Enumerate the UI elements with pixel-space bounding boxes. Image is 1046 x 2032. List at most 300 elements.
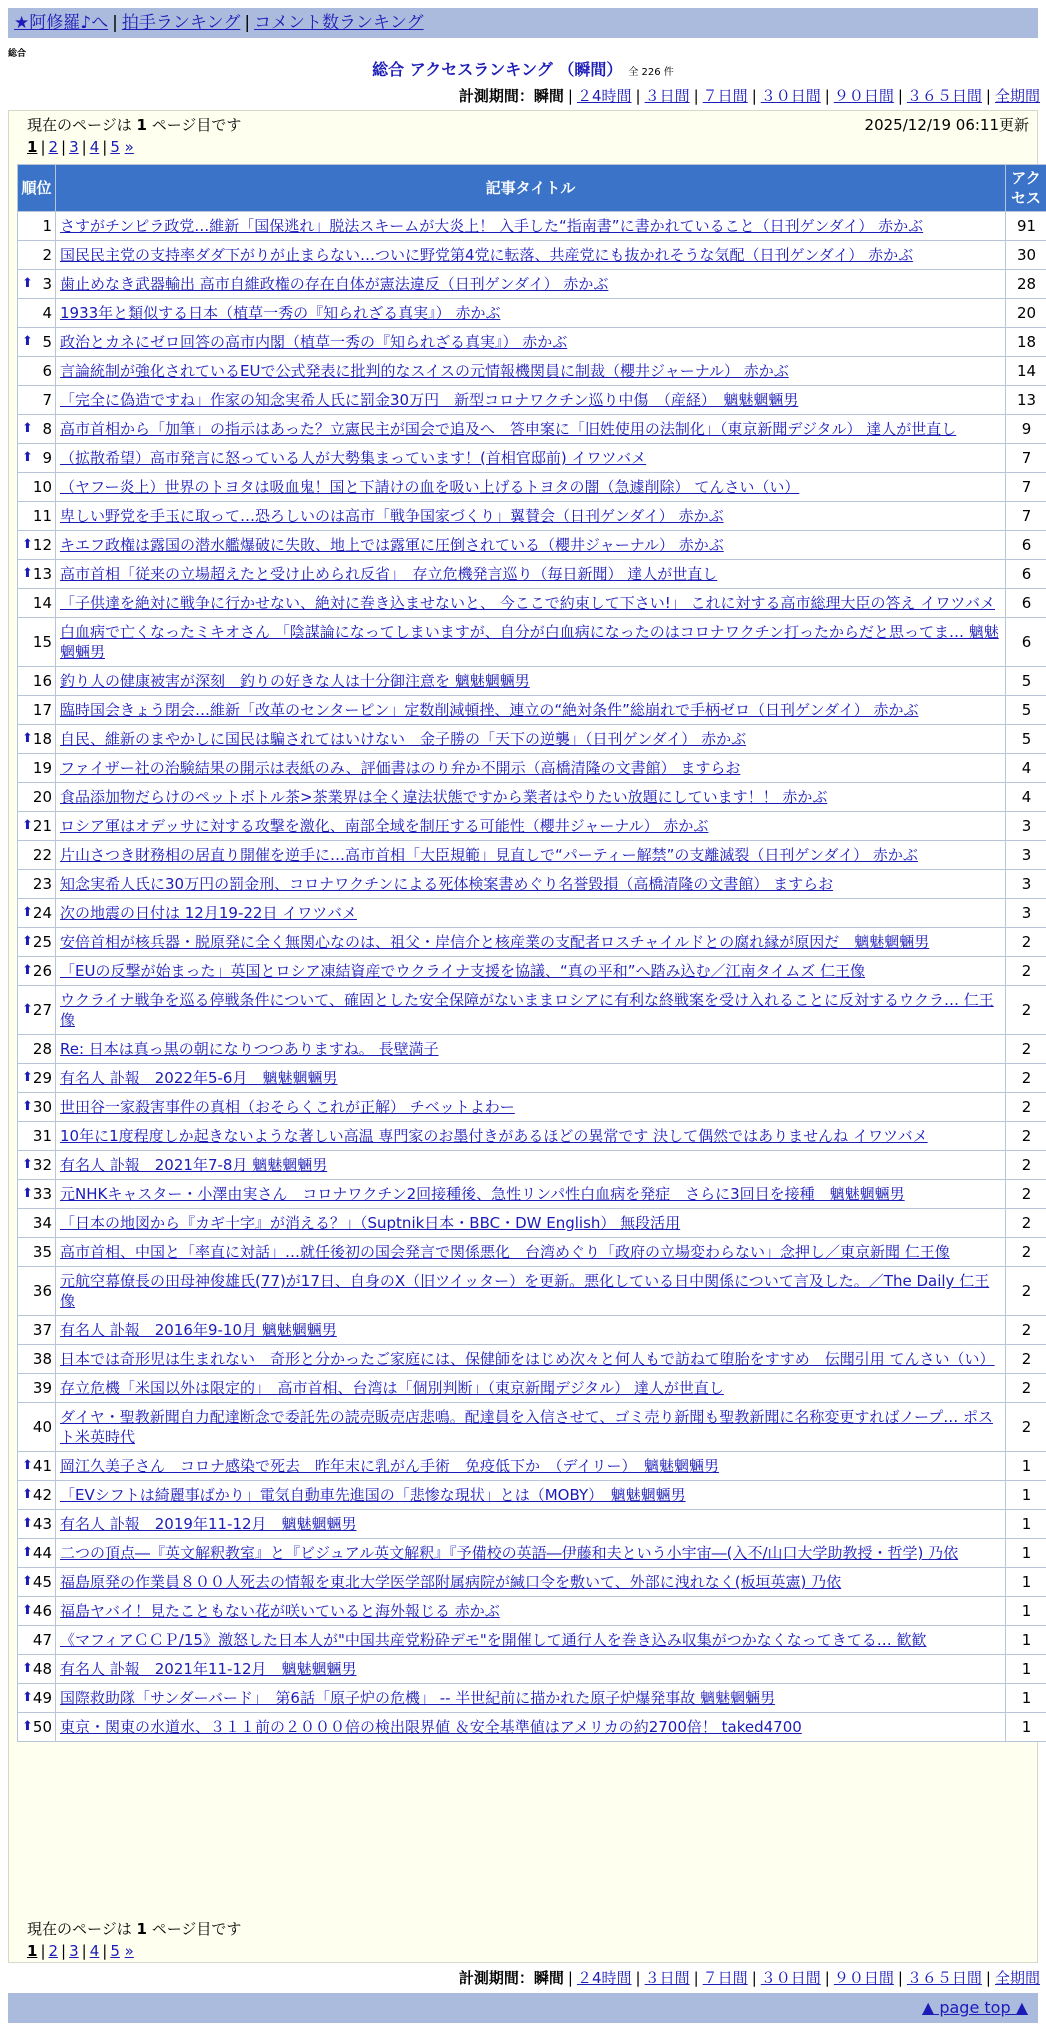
access-count: 1	[1006, 1713, 1046, 1742]
table-row	[18, 696, 1046, 725]
rank-cell	[18, 783, 56, 812]
column-header-access: アクセス	[1006, 165, 1046, 212]
arrow-up-icon: ⬆	[22, 421, 33, 436]
access-count: 1	[1006, 1539, 1046, 1568]
article-link[interactable]: 「子供達を絶対に戦争に行かせない、絶対に巻き込ませないと、 今ここで約束して下さい!」 これに対する高市総理大臣の答え イワツバメ	[60, 594, 996, 612]
title-cell	[56, 1510, 1006, 1539]
table-row	[18, 1655, 1046, 1684]
access-count: 30	[1006, 241, 1046, 270]
pager-page-link[interactable]: 3	[69, 138, 79, 156]
separator: |	[985, 87, 991, 105]
rank-number: 35	[32, 1243, 52, 1261]
separator: |	[102, 1942, 108, 1960]
title-cell	[56, 1345, 1006, 1374]
access-count: 1	[1006, 1452, 1046, 1481]
table-row	[18, 1597, 1046, 1626]
title-cell	[56, 841, 1006, 870]
article-link[interactable]: 福島ヤバイ！見たこともない花が咲いていると海外報じる 赤かぶ	[60, 1602, 500, 1620]
arrow-up-icon: ⬆	[22, 1157, 33, 1172]
access-count: 2	[1006, 1238, 1046, 1267]
table-row	[18, 618, 1046, 667]
separator: |	[824, 1969, 830, 1987]
table-row	[18, 1539, 1046, 1568]
comment-ranking-link[interactable]: コメント数ランキング	[254, 13, 424, 33]
rank-cell	[18, 589, 56, 618]
period-link[interactable]: 全期間	[994, 87, 1040, 105]
period-link[interactable]: ９０日間	[833, 1969, 894, 1987]
article-link[interactable]: 「EVシフトは綺麗事ばかり」電気自動車先進国の「悲惨な現状」とは（MOBY） 魑魅魍魎男	[60, 1486, 686, 1504]
rank-cell	[18, 957, 56, 986]
title-cell	[56, 1093, 1006, 1122]
period-link[interactable]: ２4時間	[576, 87, 632, 105]
rank-number: 43	[32, 1515, 52, 1533]
arrow-up-icon: ⬆	[22, 1487, 33, 1502]
arrow-up-icon: ⬆	[22, 818, 33, 833]
separator: |	[693, 1969, 699, 1987]
title-cell	[56, 444, 1006, 473]
table-row	[18, 1510, 1046, 1539]
rank-cell	[18, 1481, 56, 1510]
page-top-link[interactable]: ▲ page top ▲	[921, 1998, 1028, 2017]
title-cell	[56, 957, 1006, 986]
table-row	[18, 667, 1046, 696]
article-link[interactable]: ロシア軍はオデッサに対する攻撃を激化、南部全域を制圧する可能性（櫻井ジャーナル） 赤かぶ	[60, 817, 709, 835]
access-count: 2	[1006, 1316, 1046, 1345]
rank-cell	[18, 1713, 56, 1742]
arrow-up-icon: ⬆	[22, 450, 33, 465]
article-link[interactable]: 「EUの反撃が始まった」英国とロシア凍結資産でウクライナ支援を協議、“真の平和”へ踏み込む／江南タイムズ 仁王像	[60, 962, 866, 980]
rank-cell	[18, 870, 56, 899]
separator: |	[751, 87, 757, 105]
table-row	[18, 328, 1046, 357]
access-count: 3	[1006, 899, 1046, 928]
article-link[interactable]: 歯止めなき武器輸出 高市自維政権の存在自体が憲法違反（日刊ゲンダイ） 赤かぶ	[60, 275, 609, 293]
rank-number: 19	[32, 759, 52, 777]
table-row	[18, 1093, 1046, 1122]
period-link[interactable]: ７日間	[702, 1969, 748, 1987]
rank-cell	[18, 357, 56, 386]
rank-number: 42	[32, 1486, 52, 1504]
top-navigation-bar	[8, 8, 1038, 38]
rank-number: 1	[42, 217, 52, 235]
title-cell	[56, 1539, 1006, 1568]
title-cell	[56, 1452, 1006, 1481]
rank-number: 36	[32, 1282, 52, 1300]
rank-cell	[18, 986, 56, 1035]
rank-cell	[18, 1510, 56, 1539]
table-row	[18, 725, 1046, 754]
rank-number: 10	[32, 478, 52, 496]
period-link[interactable]: ３６５日間	[906, 1969, 982, 1987]
rank-cell	[18, 212, 56, 241]
rank-cell	[18, 754, 56, 783]
pager-page-link[interactable]: 4	[89, 1942, 100, 1960]
access-count: 2	[1006, 957, 1046, 986]
rank-cell	[18, 899, 56, 928]
title-cell	[56, 299, 1006, 328]
pager-page-link[interactable]: 2	[48, 1942, 59, 1960]
access-count: 28	[1006, 270, 1046, 299]
rank-cell	[18, 1267, 56, 1316]
article-link[interactable]: 白血病で亡くなったミキオさん 「陰謀論になってしまいますが、自分が白血病になったのはコロナワクチン打ったからだと思ってま… 魑魅魍魎男	[60, 623, 999, 661]
article-link[interactable]: 高市首相「従来の立場超えたと受け止められ反省」 存立危機発言巡り（毎日新聞） 達人が世直し	[60, 565, 718, 583]
rank-cell	[18, 299, 56, 328]
access-count: 4	[1006, 754, 1046, 783]
article-link[interactable]: 東京・関東の水道水、３１１前の２０００倍の検出限界値 ＆安全基準値はアメリカの約2700倍！ taked4700	[60, 1718, 802, 1736]
title-cell	[56, 1316, 1006, 1345]
article-link[interactable]: 岡江久美子さん コロナ感染で死去 昨年末に乳がん手術 免疫低下か （デイリー） 魑魅魍魎男	[60, 1457, 719, 1475]
arrow-up-icon: ⬆	[22, 1603, 33, 1618]
clap-ranking-link[interactable]: 拍手ランキング	[121, 13, 241, 33]
title-cell	[56, 502, 1006, 531]
rank-cell	[18, 531, 56, 560]
period-link[interactable]: ９０日間	[833, 87, 894, 105]
article-link[interactable]: 食品添加物だらけのペットボトル茶>茶業界は全く違法状態ですから業者はやりたい放題にしています！！ 赤かぶ	[60, 788, 828, 806]
article-link[interactable]: （ヤフー炎上）世界のトヨタは吸血鬼！国と下請けの血を吸い上げるトヨタの闇（急遽削除） てんさい（い）	[60, 478, 800, 496]
rank-number: 50	[32, 1718, 52, 1736]
article-link[interactable]: 「日本の地図から『カギ十字』が消える？」（Suptnik日本・BBC・DW English） 無段活用	[60, 1214, 681, 1232]
table-row	[18, 1035, 1046, 1064]
table-row	[18, 560, 1046, 589]
table-row	[18, 870, 1046, 899]
separator: |	[567, 1969, 573, 1987]
article-link[interactable]: 自民、維新のまやかしに国民は騙されてはいけない 金子勝の「天下の逆襲」（日刊ゲンダイ） 赤かぶ	[60, 730, 747, 748]
title-cell	[56, 473, 1006, 502]
article-link[interactable]: 政治とカネにゼロ回答の高市内閣（植草一秀の『知られざる真実』） 赤かぶ	[60, 333, 568, 351]
article-link[interactable]: 国民民主党の支持率ダダ下がりが止まらない…ついに野党第4党に転落、共産党にも抜かれそうな気配（日刊ゲンダイ） 赤かぶ	[60, 246, 914, 264]
rank-cell	[18, 928, 56, 957]
table-row	[18, 1267, 1046, 1316]
article-link[interactable]: 二つの頂点―『英文解釈教室』と『ビジュアル英文解釈』『予備校の英語―伊藤和夫という小宇宙―(入不/山口大学助教授・哲学) 乃依	[60, 1544, 959, 1562]
table-row	[18, 986, 1046, 1035]
table-row	[18, 270, 1046, 299]
arrow-up-icon: ⬆	[22, 731, 33, 746]
pager-current-page: 1	[27, 1942, 38, 1960]
rank-number: 29	[32, 1069, 52, 1087]
article-link[interactable]: ダイヤ・聖教新聞自力配達断念で委託先の読売販売店悲鳴。配達員を入信させて、ゴミ売り新聞も聖教新聞に名称変更すればノープ… ポスト米英時代	[60, 1408, 993, 1446]
separator: |	[244, 13, 251, 33]
access-count: 91	[1006, 212, 1046, 241]
access-count: 2	[1006, 1093, 1046, 1122]
title-cell	[56, 212, 1006, 241]
title-cell	[56, 1267, 1006, 1316]
table-row	[18, 1209, 1046, 1238]
rank-cell	[18, 386, 56, 415]
title-cell	[56, 754, 1006, 783]
pager-page-link[interactable]: 5	[110, 138, 120, 156]
article-link[interactable]: ウクライナ戦争を巡る停戦条件について、確固とした安全保障がないままロシアに有利な終戦案を受け入れることに反対するウクラ… 仁王像	[60, 991, 994, 1029]
access-count: 7	[1006, 473, 1046, 502]
access-count: 2	[1006, 986, 1046, 1035]
rank-number: 17	[32, 701, 52, 719]
article-link[interactable]: 臨時国会きょう閉会…維新「改革のセンターピン」定数削減頓挫、連立の“絶対条件”総崩れで手柄ゼロ（日刊ゲンダイ） 赤かぶ	[60, 701, 919, 719]
table-row	[18, 1122, 1046, 1151]
article-link[interactable]: 国際救助隊「サンダーバード」 第6話「原子炉の危機」 -- 半世紀前に描かれた原子炉爆発事故 魑魅魍魎男	[60, 1689, 776, 1707]
page-info-suffix: ページ目です	[146, 116, 242, 134]
article-link[interactable]: 有名人 訃報 2016年9-10月 魑魅魍魎男	[60, 1321, 337, 1339]
rank-cell	[18, 415, 56, 444]
separator: |	[40, 138, 46, 156]
page-info-prefix: 現在のページは	[27, 1920, 137, 1938]
rank-number: 33	[32, 1185, 52, 1203]
rank-number: 12	[32, 536, 52, 554]
title-cell	[56, 328, 1006, 357]
period-link[interactable]: ７日間	[702, 87, 748, 105]
rank-number: 7	[42, 391, 52, 409]
access-count: 5	[1006, 696, 1046, 725]
arrow-up-icon: ⬆	[22, 934, 33, 949]
rank-cell	[18, 502, 56, 531]
title-cell	[56, 1403, 1006, 1452]
article-link[interactable]: 「完全に偽造ですね」作家の知念実希人氏に罰金30万円 新型コロナワクチン巡り中傷 （産経） 魑魅魍魎男	[60, 391, 799, 409]
article-link[interactable]: 卑しい野党を手玉に取って…恐ろしいのは高市「戦争国家づくり」翼賛会（日刊ゲンダイ） 赤かぶ	[60, 507, 724, 525]
access-count: 6	[1006, 589, 1046, 618]
period-link[interactable]: ３６５日間	[906, 87, 982, 105]
rank-number: 39	[32, 1379, 52, 1397]
table-row	[18, 357, 1046, 386]
article-link[interactable]: 片山さつき財務相の居直り開催を逆手に…高市首相「大臣規範」見直しで“パーティー解禁”の支離滅裂（日刊ゲンダイ） 赤かぶ	[60, 846, 918, 864]
pager-page-link[interactable]: 5	[110, 1942, 120, 1960]
period-current: 瞬間	[533, 87, 564, 105]
separator: |	[985, 1969, 991, 1987]
rank-number: 40	[32, 1418, 52, 1436]
rank-cell	[18, 1403, 56, 1452]
rank-number: 25	[32, 933, 52, 951]
page-info-bottom	[27, 1919, 241, 1939]
table-row	[18, 928, 1046, 957]
article-link[interactable]: 高市首相から「加筆」の指示はあった？立憲民主が国会で追及へ 答申案に「旧姓使用の法制化」（東京新聞デジタル） 達人が世直し	[60, 420, 957, 438]
title-cell	[56, 1626, 1006, 1655]
period-link[interactable]: ３日間	[644, 87, 690, 105]
title-cell	[56, 1713, 1006, 1742]
arrow-up-icon: ⬆	[22, 1002, 33, 1017]
title-cell	[56, 812, 1006, 841]
rank-number: 15	[32, 633, 52, 651]
rank-cell	[18, 1655, 56, 1684]
rank-number: 21	[32, 817, 52, 835]
pager-page-link[interactable]: 3	[69, 1942, 79, 1960]
title-cell	[56, 560, 1006, 589]
title-cell	[56, 986, 1006, 1035]
rank-number: 38	[32, 1350, 52, 1368]
access-count: 7	[1006, 502, 1046, 531]
access-count: 1	[1006, 1684, 1046, 1713]
access-count: 14	[1006, 357, 1046, 386]
access-count: 9	[1006, 415, 1046, 444]
separator: |	[635, 1969, 641, 1987]
rank-cell	[18, 1345, 56, 1374]
access-count: 2	[1006, 1403, 1046, 1452]
table-row	[18, 1180, 1046, 1209]
arrow-up-icon: ⬆	[22, 1661, 33, 1676]
access-count: 6	[1006, 560, 1046, 589]
item-count: 全 226 件	[628, 67, 674, 78]
access-count: 1	[1006, 1626, 1046, 1655]
table-row	[18, 589, 1046, 618]
rank-number: 32	[32, 1156, 52, 1174]
article-link[interactable]: 10年に1度程度しか起きないような著しい高温 専門家のお墨付きがあるほどの異常です 決して偶然ではありませんね イワツバメ	[60, 1127, 928, 1145]
access-count: 1	[1006, 1597, 1046, 1626]
rank-cell	[18, 1238, 56, 1267]
table-row	[18, 1151, 1046, 1180]
arrow-up-icon: ⬆	[22, 1186, 33, 1201]
period-link[interactable]: ２4時間	[576, 1969, 632, 1987]
rank-cell	[18, 1597, 56, 1626]
rank-cell	[18, 328, 56, 357]
home-link[interactable]: ★阿修羅♪へ	[14, 13, 109, 33]
rank-cell	[18, 1626, 56, 1655]
table-row	[18, 1568, 1046, 1597]
rank-number: 4	[42, 304, 52, 322]
separator: |	[102, 138, 108, 156]
rank-number: 31	[32, 1127, 52, 1145]
table-row	[18, 1064, 1046, 1093]
ranking-title: 総合 アクセスランキング （瞬間）	[372, 60, 623, 79]
article-link[interactable]: 釣り人の健康被害が深刻 釣りの好きな人は十分御注意を 魑魅魍魎男	[60, 672, 530, 690]
access-count: 20	[1006, 299, 1046, 328]
pager-next-link[interactable]: »	[124, 138, 134, 156]
article-link[interactable]: 元航空幕僚長の田母神俊雄氏(77)が17日、自身のX（旧ツイッター）を更新。悪化している日中関係について言及した。／The Daily 仁王像	[60, 1272, 990, 1310]
rank-cell	[18, 560, 56, 589]
table-row	[18, 783, 1046, 812]
article-link[interactable]: 世田谷一家殺害事件の真相（おそらくこれが正解） チベットよわー	[60, 1098, 515, 1116]
rank-number: 34	[32, 1214, 52, 1232]
separator: |	[81, 138, 87, 156]
article-link[interactable]: 有名人 訃報 2019年11-12月 魑魅魍魎男	[60, 1515, 357, 1533]
rank-number: 45	[32, 1573, 52, 1591]
arrow-up-icon: ⬆	[22, 537, 33, 552]
rank-number: 41	[32, 1457, 52, 1475]
page-info-number: 1	[136, 116, 147, 134]
column-header-rank: 順位	[18, 165, 56, 212]
rank-cell	[18, 1374, 56, 1403]
rank-number: 14	[32, 594, 52, 612]
article-link[interactable]: ファイザー社の治験結果の開示は表紙のみ、評価書はのり弁か不開示（高橋清隆の文書館） ますらお	[60, 759, 741, 777]
article-link[interactable]: 次の地震の日付は 12月19-22日 イワツバメ	[60, 904, 357, 922]
access-count: 2	[1006, 1064, 1046, 1093]
period-link[interactable]: ３日間	[644, 1969, 690, 1987]
title-cell	[56, 783, 1006, 812]
table-row	[18, 1626, 1046, 1655]
table-row	[18, 957, 1046, 986]
period-link[interactable]: 全期間	[994, 1969, 1040, 1987]
article-link[interactable]: 元NHKキャスター・小澤由実さん コロナワクチン2回接種後、急性リンパ性白血病を発症 さらに3回目を接種 魑魅魍魎男	[60, 1185, 905, 1203]
table-row	[18, 1452, 1046, 1481]
arrow-up-icon: ⬆	[22, 963, 33, 978]
pager-next-link[interactable]: »	[124, 1942, 134, 1960]
rank-cell	[18, 1684, 56, 1713]
access-count: 1	[1006, 1655, 1046, 1684]
footer-bar	[8, 1993, 1038, 2023]
rank-number: 23	[32, 875, 52, 893]
arrow-up-icon: ⬆	[22, 1690, 33, 1705]
table-row	[18, 1481, 1046, 1510]
article-link[interactable]: キエフ政権は露国の潜水艦爆破に失敗、地上では露軍に圧倒されている（櫻井ジャーナル） 赤かぶ	[60, 536, 724, 554]
table-row	[18, 1684, 1046, 1713]
rank-cell	[18, 1568, 56, 1597]
access-count: 2	[1006, 1345, 1046, 1374]
rank-cell	[18, 1539, 56, 1568]
title-cell	[56, 1209, 1006, 1238]
rank-cell	[18, 1316, 56, 1345]
article-link[interactable]: 福島原発の作業員８００人死去の情報を東北大学医学部附属病院が緘口令を敷いて、外部に洩れなく(板垣英憲) 乃依	[60, 1573, 842, 1591]
article-link[interactable]: 1933年と類似する日本（植草一秀の『知られざる真実』） 赤かぶ	[60, 304, 501, 322]
period-link[interactable]: ３０日間	[760, 87, 821, 105]
rank-cell	[18, 1122, 56, 1151]
article-link[interactable]: さすがチンピラ政党…維新「国保逃れ」脱法スキームが大炎上！ 入手した“指南書”に書かれていること（日刊ゲンダイ） 赤かぶ	[60, 217, 924, 235]
separator: |	[40, 1942, 46, 1960]
ranking-table	[17, 164, 1046, 1742]
rank-number: 30	[32, 1098, 52, 1116]
article-link[interactable]: 存立危機「米国以外は限定的」 高市首相、台湾は「個別判断」（東京新聞デジタル） 達人が世直し	[60, 1379, 724, 1397]
pager-bottom	[27, 1941, 134, 1961]
article-link[interactable]: （拡散希望）高市発言に怒っている人が大勢集まっています！(首相官邸前) イワツバメ	[60, 449, 647, 467]
access-count: 18	[1006, 328, 1046, 357]
arrow-up-icon: ⬆	[22, 566, 33, 581]
access-count: 5	[1006, 725, 1046, 754]
title-cell	[56, 1374, 1006, 1403]
access-count: 2	[1006, 1209, 1046, 1238]
rank-cell	[18, 444, 56, 473]
article-link[interactable]: 《マフィアＣＣＰ/15》激怒した日本人が"中国共産党粉砕デモ"を開催して通行人を巻き込み収集がつかなくなってきてる… 歓歓	[60, 1631, 927, 1649]
arrow-up-icon: ⬆	[22, 1070, 33, 1085]
title-cell	[56, 928, 1006, 957]
article-link[interactable]: 知念実希人氏に30万円の罰金刑、コロナワクチンによる死体検案書めぐり名誉毀損（高橋清隆の文書館） ますらお	[60, 875, 834, 893]
separator: |	[567, 87, 573, 105]
page-info-top	[27, 115, 241, 135]
separator: |	[751, 1969, 757, 1987]
access-count: 3	[1006, 841, 1046, 870]
title-cell	[56, 870, 1006, 899]
table-row	[18, 1316, 1046, 1345]
article-link[interactable]: 有名人 訃報 2021年11-12月 魑魅魍魎男	[60, 1660, 357, 1678]
table-row	[18, 754, 1046, 783]
title-cell	[56, 696, 1006, 725]
title-cell	[56, 1064, 1006, 1093]
separator: |	[61, 138, 67, 156]
period-label: 計測期間：	[458, 87, 534, 105]
rank-number: 16	[32, 672, 52, 690]
article-link[interactable]: 有名人 訃報 2021年7-8月 魑魅魍魎男	[60, 1156, 328, 1174]
article-link[interactable]: 高市首相、中国と「率直に対話」…就任後初の国会発言で関係悪化 台湾めぐり「政府の立場変わらない」念押し／東京新聞 仁王像	[60, 1243, 950, 1261]
access-count: 2	[1006, 928, 1046, 957]
rank-cell	[18, 473, 56, 502]
title-cell	[56, 1655, 1006, 1684]
period-link[interactable]: ３０日間	[760, 1969, 821, 1987]
column-header-title: 記事タイトル	[56, 165, 1006, 212]
table-row	[18, 212, 1046, 241]
arrow-up-icon: ⬆	[22, 1719, 33, 1734]
pager-page-link[interactable]: 4	[89, 138, 100, 156]
pager-current-page: 1	[27, 138, 38, 156]
title-cell	[56, 1597, 1006, 1626]
ranking-heading	[0, 60, 1046, 83]
category-label: 総合	[8, 49, 27, 59]
period-current: 瞬間	[533, 1969, 564, 1987]
article-link[interactable]: 言論統制が強化されているEUで公式発表に批判的なスイスの元情報機関員に制裁（櫻井ジャーナル） 赤かぶ	[60, 362, 789, 380]
rank-cell	[18, 1180, 56, 1209]
article-link[interactable]: 安倍首相が核兵器・脱原発に全く無関心なのは、祖父・岸信介と核産業の支配者ロスチャイルドとの腐れ縁が原因だ 魑魅魍魎男	[60, 933, 930, 951]
rank-cell	[18, 618, 56, 667]
separator: |	[897, 1969, 903, 1987]
page-info-number: 1	[136, 1920, 147, 1938]
access-count: 2	[1006, 1151, 1046, 1180]
pager-page-link[interactable]: 2	[48, 138, 59, 156]
article-link[interactable]: 日本では奇形児は生まれない 奇形と分かったご家庭には、保健師をはじめ次々と何人もで訪ねて堕胎をすすめ 伝聞引用 てんさい（い）	[60, 1350, 995, 1368]
access-count: 2	[1006, 1374, 1046, 1403]
article-link[interactable]: 有名人 訃報 2022年5-6月 魑魅魍魎男	[60, 1069, 338, 1087]
article-link[interactable]: Re: 日本は真っ黒の朝になりつつありますね。 長壁満子	[60, 1040, 439, 1058]
